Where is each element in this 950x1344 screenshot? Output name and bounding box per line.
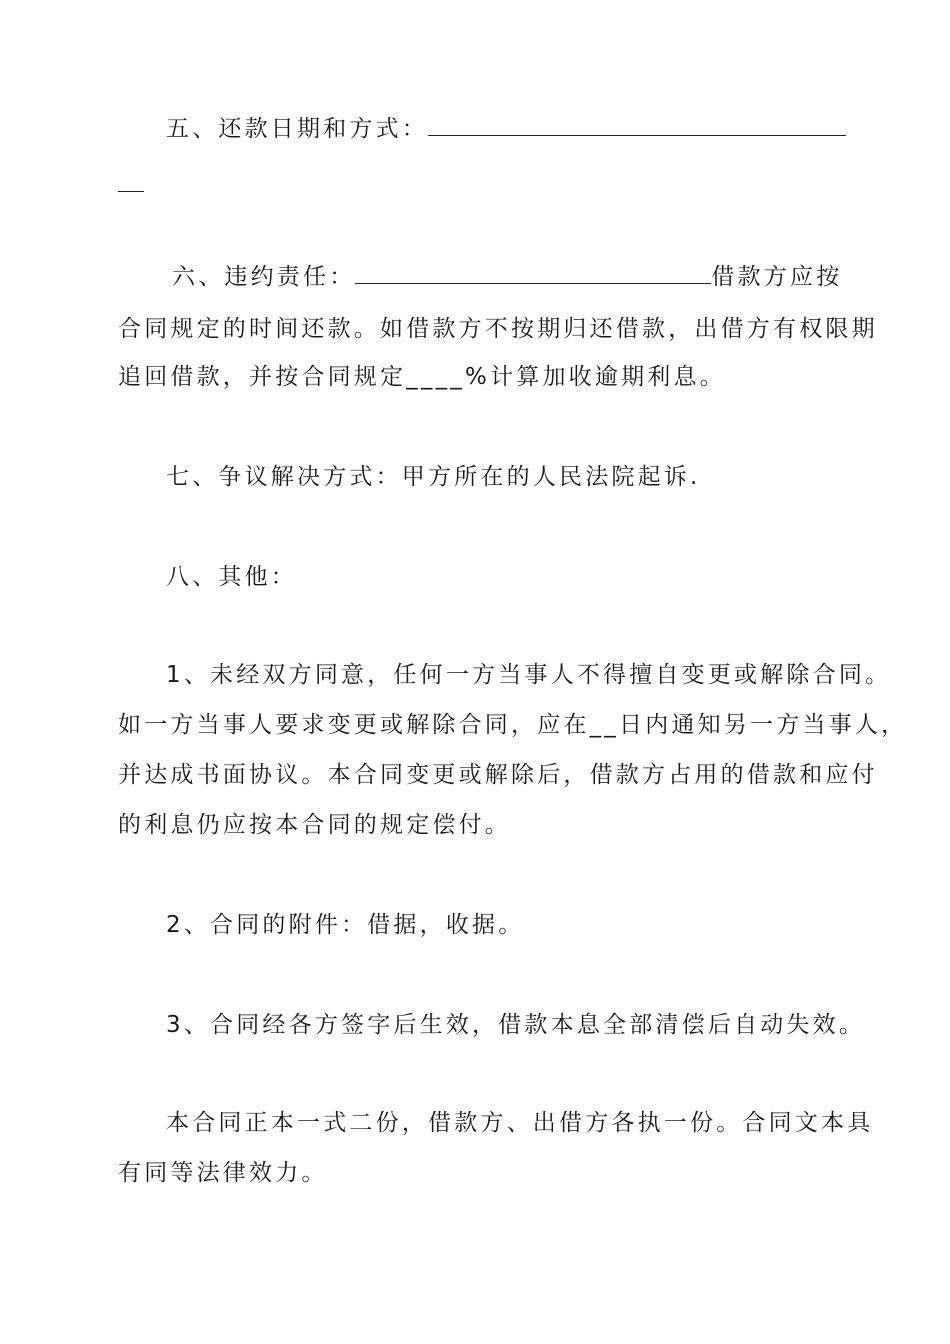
closing-line-1: 本合同正本一式二份，借款方、出借方各执一份。合同文本具: [166, 1110, 874, 1136]
item-1-line-2-a: 如一方当事人要求变更或解除合同，应在: [118, 712, 590, 738]
section-6-rate-blank: ____: [406, 364, 466, 390]
section-6-label: 六、违约责任：: [172, 264, 356, 290]
item-1-days-blank: __: [589, 712, 620, 738]
item-2-line: 2、合同的附件：借据，收据。: [166, 912, 525, 938]
item-1-line-1: 1、未经双方同意，任何一方当事人不得擅自变更或解除合同。: [166, 662, 892, 688]
section-5-blank: [428, 115, 846, 136]
item-1-line-2-b: 日内通知另一方当事人，: [619, 712, 908, 738]
item-1-line-3: 并达成书面协议。本合同变更或解除后，借款方占用的借款和应付: [118, 762, 878, 788]
section-6-after-blank: 借款方应按: [711, 264, 843, 290]
section-5-tail-blank: [118, 171, 144, 192]
section-5-continuation: [118, 170, 144, 200]
section-6-line-2: 合同规定的时间还款。如借款方不按期归还借款，出借方有权限期: [118, 316, 878, 342]
item-3-line: 3、合同经各方签字后生效，借款本息全部清偿后自动失效。: [166, 1012, 866, 1038]
section-6-blank: [355, 263, 711, 284]
section-6-line-1: [172, 262, 842, 292]
section-6-line-3: [118, 362, 726, 392]
section-8-heading: 八、其他：: [166, 564, 297, 590]
closing-line-2: 有同等法律效力。: [118, 1160, 328, 1186]
section-7-line: 七、争议解决方式：甲方所在的人民法院起诉.: [166, 464, 701, 490]
section-5-label: 五、还款日期和方式：: [166, 116, 428, 142]
section-6-line-3-b: %计算加收逾期利息。: [465, 364, 726, 390]
section-6-line-3-a: 追回借款，并按合同规定: [118, 364, 407, 390]
section-5-line: [166, 114, 846, 144]
item-1-line-2: [118, 710, 907, 740]
item-1-line-4: 的利息仍应按本合同的规定偿付。: [118, 812, 511, 838]
